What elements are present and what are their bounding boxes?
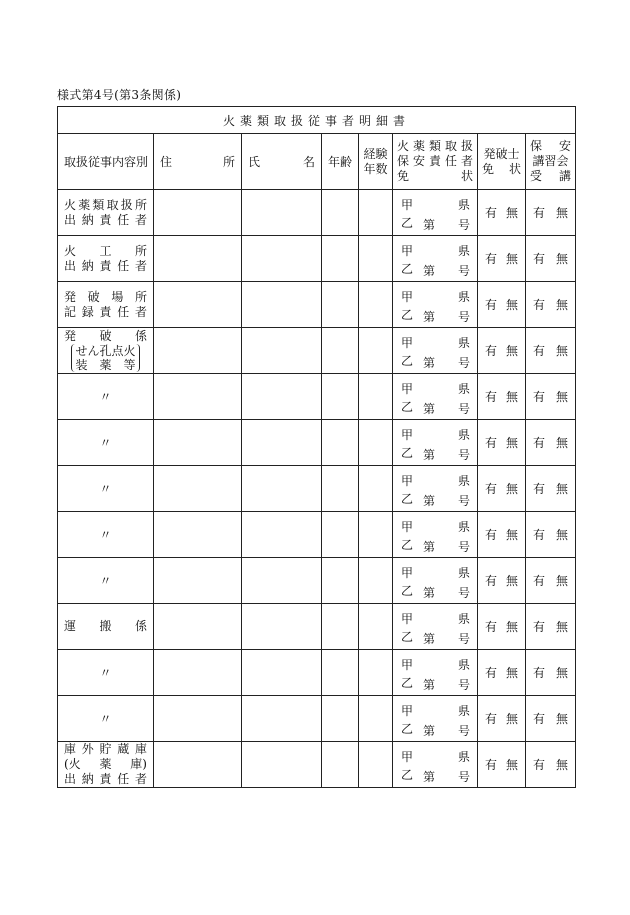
- license-header-char: 者: [460, 154, 473, 168]
- age-cell[interactable]: [322, 420, 359, 466]
- yes-option[interactable]: 有: [533, 574, 546, 588]
- yes-option[interactable]: 有: [533, 758, 546, 772]
- license-cell[interactable]: [393, 420, 478, 466]
- age-cell[interactable]: [322, 696, 359, 742]
- address-cell[interactable]: [154, 282, 242, 328]
- yes-option[interactable]: 有: [485, 574, 498, 588]
- role-note-bracket: せん孔点火 装 薬 等: [71, 344, 139, 372]
- age-cell[interactable]: [322, 604, 359, 650]
- table-row: [58, 420, 576, 466]
- experience-cell[interactable]: [359, 420, 393, 466]
- no-option[interactable]: 無: [505, 252, 518, 266]
- yes-option[interactable]: 有: [533, 298, 546, 312]
- no-option[interactable]: 無: [556, 574, 569, 588]
- security-course-cell[interactable]: [526, 236, 576, 282]
- age-cell[interactable]: [322, 328, 359, 374]
- prefecture-suffix: 県: [457, 336, 470, 350]
- no-option[interactable]: 無: [505, 344, 518, 358]
- class-kou: 甲: [401, 520, 414, 534]
- blaster-license-cell[interactable]: [478, 650, 526, 696]
- class-otsu: 乙: [401, 308, 414, 322]
- license-header-char: 保: [397, 154, 410, 168]
- no-option[interactable]: 無: [505, 574, 518, 588]
- experience-cell[interactable]: [359, 512, 393, 558]
- license-header-char: 任: [444, 154, 457, 168]
- class-otsu: 乙: [401, 676, 414, 690]
- yes-option[interactable]: 有: [533, 528, 546, 542]
- license-header-char: 責: [428, 154, 441, 168]
- experience-cell[interactable]: [359, 190, 393, 236]
- number-prefix: 第: [423, 724, 436, 738]
- address-cell[interactable]: [154, 328, 242, 374]
- class-otsu: 乙: [401, 446, 414, 460]
- table-title: 火薬類取扱従事者明細書: [58, 107, 576, 134]
- class-otsu: 乙: [401, 768, 414, 782]
- yes-option[interactable]: 有: [485, 298, 498, 312]
- class-kou: 甲: [401, 612, 414, 626]
- yes-option[interactable]: 有: [485, 758, 498, 772]
- class-kou: 甲: [401, 244, 414, 258]
- age-cell[interactable]: [322, 190, 359, 236]
- header-work-type: 取扱従事内容別: [58, 134, 154, 190]
- number-suffix: 号: [457, 310, 470, 324]
- class-otsu: 乙: [401, 722, 414, 736]
- experience-cell[interactable]: [359, 236, 393, 282]
- class-kou: 甲: [401, 750, 414, 764]
- class-kou: 甲: [401, 658, 414, 672]
- no-option[interactable]: 無: [505, 712, 518, 726]
- number-prefix: 第: [423, 264, 436, 278]
- address-cell[interactable]: [154, 466, 242, 512]
- yes-option[interactable]: 有: [485, 436, 498, 450]
- name-cell[interactable]: [242, 328, 322, 374]
- class-otsu: 乙: [401, 630, 414, 644]
- license-header-char: 類: [428, 139, 441, 153]
- role-cell: 火 工 所 出 納 責 任 者: [58, 236, 154, 282]
- table-row: [58, 282, 576, 328]
- address-cell[interactable]: [154, 512, 242, 558]
- age-cell[interactable]: [322, 282, 359, 328]
- prefecture-suffix: 県: [457, 704, 470, 718]
- header-name: 氏 名: [242, 134, 322, 190]
- security-course-cell[interactable]: [526, 558, 576, 604]
- blaster-license-cell[interactable]: [478, 604, 526, 650]
- address-cell[interactable]: [154, 190, 242, 236]
- address-cell[interactable]: [154, 742, 242, 788]
- yes-option[interactable]: 有: [533, 344, 546, 358]
- experience-cell[interactable]: [359, 466, 393, 512]
- class-kou: 甲: [401, 566, 414, 580]
- class-otsu: 乙: [401, 400, 414, 414]
- header-blaster-license: 発破士 免 状: [478, 134, 526, 190]
- address-cell[interactable]: [154, 650, 242, 696]
- number-prefix: 第: [423, 310, 436, 324]
- yes-option[interactable]: 有: [485, 528, 498, 542]
- number-prefix: 第: [423, 218, 436, 232]
- role-cell: 〃: [58, 420, 154, 466]
- no-option[interactable]: 無: [505, 390, 518, 404]
- prefecture-suffix: 県: [457, 750, 470, 764]
- security-course-cell[interactable]: [526, 420, 576, 466]
- name-cell[interactable]: [242, 466, 322, 512]
- name-cell[interactable]: [242, 374, 322, 420]
- blaster-license-cell[interactable]: [478, 190, 526, 236]
- name-cell[interactable]: [242, 604, 322, 650]
- class-kou: 甲: [401, 290, 414, 304]
- yes-option[interactable]: 有: [533, 712, 546, 726]
- address-cell[interactable]: [154, 374, 242, 420]
- name-cell[interactable]: [242, 190, 322, 236]
- no-option[interactable]: 無: [556, 528, 569, 542]
- number-suffix: 号: [457, 724, 470, 738]
- table-row: [58, 650, 576, 696]
- role-cell: 〃: [58, 558, 154, 604]
- address-cell[interactable]: [154, 696, 242, 742]
- security-course-cell[interactable]: [526, 650, 576, 696]
- number-suffix: 号: [457, 770, 470, 784]
- no-option[interactable]: 無: [556, 206, 569, 220]
- table-row: [58, 696, 576, 742]
- license-header-char: 薬: [412, 139, 425, 153]
- security-header-char: 講: [559, 169, 572, 183]
- prefecture-suffix: 県: [457, 290, 470, 304]
- prefecture-suffix: 県: [457, 658, 470, 672]
- blaster-license-cell[interactable]: [478, 742, 526, 788]
- blaster-license-cell[interactable]: [478, 466, 526, 512]
- number-prefix: 第: [423, 540, 436, 554]
- prefecture-suffix: 県: [457, 520, 470, 534]
- blaster-header-char: 免: [482, 161, 495, 176]
- experience-cell[interactable]: [359, 328, 393, 374]
- class-kou: 甲: [401, 474, 414, 488]
- yes-option[interactable]: 有: [533, 206, 546, 220]
- class-kou: 甲: [401, 336, 414, 350]
- name-cell[interactable]: [242, 236, 322, 282]
- yes-option[interactable]: 有: [533, 666, 546, 680]
- name-cell[interactable]: [242, 696, 322, 742]
- address-cell[interactable]: [154, 420, 242, 466]
- age-cell[interactable]: [322, 650, 359, 696]
- license-header-char: 取: [444, 139, 457, 153]
- table-row: [58, 604, 576, 650]
- number-prefix: 第: [423, 770, 436, 784]
- yes-option[interactable]: 有: [485, 252, 498, 266]
- header-age: 年齢: [322, 134, 359, 190]
- class-otsu: 乙: [401, 492, 414, 506]
- security-course-cell[interactable]: [526, 604, 576, 650]
- table-row: [58, 742, 576, 788]
- address-cell[interactable]: [154, 558, 242, 604]
- name-cell[interactable]: [242, 420, 322, 466]
- security-course-cell[interactable]: [526, 696, 576, 742]
- security-course-cell[interactable]: [526, 282, 576, 328]
- security-header-char: 保: [530, 139, 543, 153]
- license-cell[interactable]: [393, 282, 478, 328]
- experience-cell[interactable]: [359, 696, 393, 742]
- role-cell: 〃: [58, 696, 154, 742]
- form-label: 様式第4号(第3条関係): [57, 88, 182, 102]
- yes-option[interactable]: 有: [485, 206, 498, 220]
- number-prefix: 第: [423, 448, 436, 462]
- no-option[interactable]: 無: [505, 482, 518, 496]
- no-option[interactable]: 無: [556, 482, 569, 496]
- license-cell[interactable]: [393, 558, 478, 604]
- no-option[interactable]: 無: [505, 528, 518, 542]
- yes-option[interactable]: 有: [533, 390, 546, 404]
- role-cell: 〃: [58, 650, 154, 696]
- blaster-license-cell[interactable]: [478, 328, 526, 374]
- number-prefix: 第: [423, 402, 436, 416]
- license-cell[interactable]: [393, 466, 478, 512]
- no-option[interactable]: 無: [505, 758, 518, 772]
- blaster-license-cell[interactable]: [478, 558, 526, 604]
- class-kou: 甲: [401, 198, 414, 212]
- license-cell[interactable]: [393, 236, 478, 282]
- experience-cell[interactable]: [359, 282, 393, 328]
- name-cell[interactable]: [242, 558, 322, 604]
- number-suffix: 号: [457, 402, 470, 416]
- yes-option[interactable]: 有: [533, 620, 546, 634]
- prefecture-suffix: 県: [457, 474, 470, 488]
- header-license: 火 薬 類 取 扱 保 安 責 任 者 免 状: [393, 134, 478, 190]
- number-prefix: 第: [423, 678, 436, 692]
- class-kou: 甲: [401, 382, 414, 396]
- name-cell[interactable]: [242, 282, 322, 328]
- role-cell: 発 破 場 所 記 録 責 任 者: [58, 282, 154, 328]
- address-cell[interactable]: [154, 236, 242, 282]
- age-cell[interactable]: [322, 742, 359, 788]
- blaster-license-cell[interactable]: [478, 696, 526, 742]
- license-cell[interactable]: [393, 604, 478, 650]
- age-cell[interactable]: [322, 236, 359, 282]
- license-cell[interactable]: [393, 512, 478, 558]
- yes-option[interactable]: 有: [485, 390, 498, 404]
- age-cell[interactable]: [322, 374, 359, 420]
- role-cell: 〃: [58, 466, 154, 512]
- class-otsu: 乙: [401, 354, 414, 368]
- license-cell[interactable]: [393, 696, 478, 742]
- license-cell[interactable]: [393, 374, 478, 420]
- no-option[interactable]: 無: [556, 436, 569, 450]
- prefecture-suffix: 県: [457, 244, 470, 258]
- license-cell[interactable]: [393, 328, 478, 374]
- table-row: [58, 328, 576, 374]
- header-experience: 経験 年数: [359, 134, 393, 190]
- prefecture-suffix: 県: [457, 566, 470, 580]
- experience-cell[interactable]: [359, 650, 393, 696]
- role-cell: 運 搬 係: [58, 604, 154, 650]
- experience-cell[interactable]: [359, 374, 393, 420]
- number-prefix: 第: [423, 586, 436, 600]
- prefecture-suffix: 県: [457, 428, 470, 442]
- no-option[interactable]: 無: [556, 252, 569, 266]
- yes-option[interactable]: 有: [485, 712, 498, 726]
- age-cell[interactable]: [322, 558, 359, 604]
- name-cell[interactable]: [242, 512, 322, 558]
- role-cell: 庫 外 貯 蔵 庫 (火 薬 庫) 出 納 責 任 者: [58, 742, 154, 788]
- blaster-license-cell[interactable]: [478, 236, 526, 282]
- class-kou: 甲: [401, 704, 414, 718]
- yes-option[interactable]: 有: [533, 482, 546, 496]
- number-suffix: 号: [457, 218, 470, 232]
- experience-cell[interactable]: [359, 742, 393, 788]
- prefecture-suffix: 県: [457, 382, 470, 396]
- number-suffix: 号: [457, 586, 470, 600]
- class-otsu: 乙: [401, 584, 414, 598]
- no-option[interactable]: 無: [556, 666, 569, 680]
- no-option[interactable]: 無: [556, 298, 569, 312]
- yes-option[interactable]: 有: [485, 666, 498, 680]
- prefecture-suffix: 県: [457, 612, 470, 626]
- class-otsu: 乙: [401, 216, 414, 230]
- header-security-course: 保 安 講習会 受 講: [526, 134, 576, 190]
- license-cell[interactable]: [393, 190, 478, 236]
- license-cell[interactable]: [393, 742, 478, 788]
- number-prefix: 第: [423, 632, 436, 646]
- number-suffix: 号: [457, 632, 470, 646]
- number-suffix: 号: [457, 494, 470, 508]
- table-row: [58, 512, 576, 558]
- security-header-char: 安: [559, 139, 572, 153]
- no-option[interactable]: 無: [505, 436, 518, 450]
- yes-option[interactable]: 有: [485, 344, 498, 358]
- address-cell[interactable]: [154, 604, 242, 650]
- table-row: [58, 236, 576, 282]
- class-otsu: 乙: [401, 262, 414, 276]
- number-suffix: 号: [457, 356, 470, 370]
- class-kou: 甲: [401, 428, 414, 442]
- header-address: 住 所: [154, 134, 242, 190]
- no-option[interactable]: 無: [556, 712, 569, 726]
- role-cell: 〃: [58, 512, 154, 558]
- table-row: [58, 558, 576, 604]
- number-prefix: 第: [423, 494, 436, 508]
- yes-option[interactable]: 有: [485, 620, 498, 634]
- name-cell[interactable]: [242, 650, 322, 696]
- no-option[interactable]: 無: [505, 298, 518, 312]
- yes-option[interactable]: 有: [533, 436, 546, 450]
- security-course-cell[interactable]: [526, 742, 576, 788]
- blaster-license-cell[interactable]: [478, 282, 526, 328]
- table-row: [58, 190, 576, 236]
- license-header-char: 火: [397, 139, 410, 153]
- blaster-license-cell[interactable]: [478, 420, 526, 466]
- blaster-header-char: 状: [508, 161, 521, 176]
- number-suffix: 号: [457, 540, 470, 554]
- no-option[interactable]: 無: [505, 206, 518, 220]
- security-header-char: 受: [530, 169, 543, 183]
- security-course-cell[interactable]: [526, 328, 576, 374]
- experience-cell[interactable]: [359, 604, 393, 650]
- license-header-char: 安: [412, 154, 425, 168]
- security-course-cell[interactable]: [526, 512, 576, 558]
- number-suffix: 号: [457, 448, 470, 462]
- no-option[interactable]: 無: [556, 758, 569, 772]
- number-suffix: 号: [457, 264, 470, 278]
- no-option[interactable]: 無: [556, 390, 569, 404]
- role-cell: 火 薬 類 取 扱 所 出 納 責 任 者: [58, 190, 154, 236]
- yes-option[interactable]: 有: [485, 482, 498, 496]
- age-cell[interactable]: [322, 466, 359, 512]
- blaster-license-cell[interactable]: [478, 512, 526, 558]
- number-prefix: 第: [423, 356, 436, 370]
- security-course-cell[interactable]: [526, 466, 576, 512]
- experience-cell[interactable]: [359, 558, 393, 604]
- no-option[interactable]: 無: [556, 344, 569, 358]
- name-cell[interactable]: [242, 742, 322, 788]
- blaster-license-cell[interactable]: [478, 374, 526, 420]
- prefecture-suffix: 県: [457, 198, 470, 212]
- table-row: [58, 466, 576, 512]
- no-option[interactable]: 無: [505, 620, 518, 634]
- age-cell[interactable]: [322, 512, 359, 558]
- security-course-cell[interactable]: [526, 190, 576, 236]
- security-course-cell[interactable]: [526, 374, 576, 420]
- role-cell: 〃: [58, 374, 154, 420]
- class-otsu: 乙: [401, 538, 414, 552]
- license-cell[interactable]: [393, 650, 478, 696]
- no-option[interactable]: 無: [556, 620, 569, 634]
- no-option[interactable]: 無: [505, 666, 518, 680]
- yes-option[interactable]: 有: [533, 252, 546, 266]
- number-suffix: 号: [457, 678, 470, 692]
- table-row: [58, 374, 576, 420]
- detail-table: [57, 106, 576, 788]
- license-header-char: 扱: [460, 139, 473, 153]
- role-cell: 発 破 係 せん孔点火 装 薬 等: [58, 328, 154, 374]
